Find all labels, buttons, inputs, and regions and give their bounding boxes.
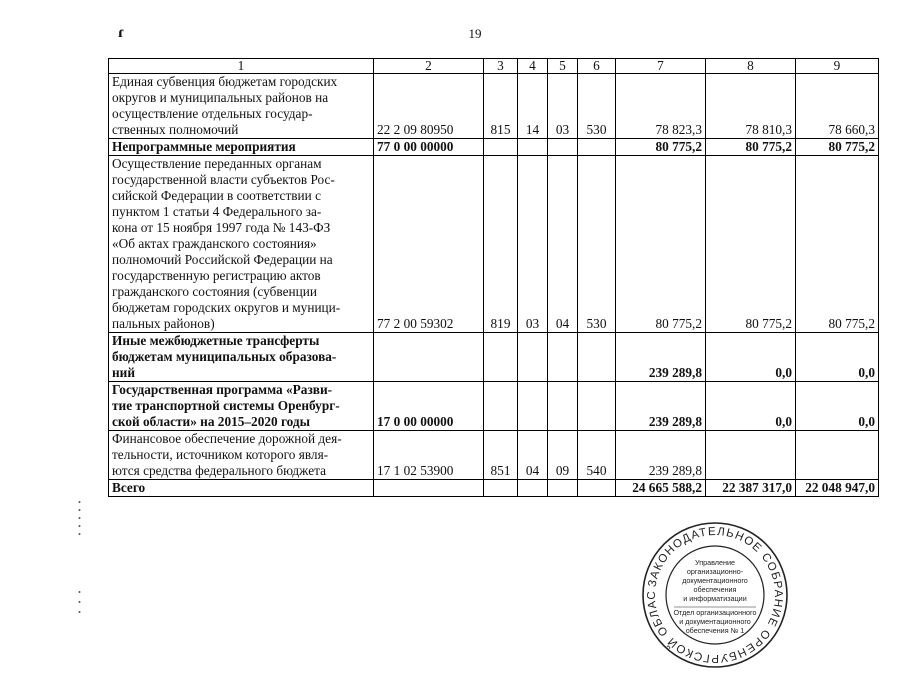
row-name-line: осуществление отдельных государ- <box>112 106 313 121</box>
budget-table <box>108 58 879 497</box>
column-number-row <box>109 59 879 74</box>
row-name-line: бюджетам муниципальных образова- <box>112 349 337 364</box>
expense-type-code <box>578 333 616 382</box>
row-name-line: «Об актах гражданского состояния» <box>112 236 317 251</box>
column-number: 1 <box>109 59 374 74</box>
amount-col7: 78 823,3 <box>616 74 706 139</box>
corner-mark: ɾ <box>118 24 125 41</box>
amount-col8: 22 387 317,0 <box>706 480 796 497</box>
table-row <box>109 431 879 480</box>
expense-type-code <box>578 382 616 431</box>
row-name-line: тельности, источником которого явля- <box>112 447 329 462</box>
stamp-line: и документационного <box>679 617 751 626</box>
column-number: 7 <box>616 59 706 74</box>
row-name-line: пальных районов) <box>112 316 215 331</box>
target-article-code <box>374 480 484 497</box>
row-name-line: ственных полномочий <box>112 122 239 137</box>
table-row <box>109 333 879 382</box>
section-code <box>518 333 548 382</box>
department-code <box>484 333 518 382</box>
row-name-line: Единая субвенция бюджетам городских <box>112 74 338 89</box>
row-name-line: бюджетам городских округов и муници- <box>112 300 341 315</box>
amount-col8: 78 810,3 <box>706 74 796 139</box>
department-code <box>484 480 518 497</box>
stamp-line: обеспечения <box>693 585 737 594</box>
stamp-line: обеспечения № 1 <box>685 626 745 635</box>
row-name-line: округов и муниципальных районов на <box>112 90 329 105</box>
stamp-line: Отдел организационного <box>673 608 757 617</box>
row-name-line: кона от 15 ноября 1997 года № 143-ФЗ <box>112 220 331 235</box>
row-name-line: Непрограммные мероприятия <box>112 139 296 154</box>
section-code: 03 <box>518 156 548 333</box>
amount-col9: 0,0 <box>796 333 879 382</box>
stamp-ring-text: ЗАКОНОДАТЕЛЬНОЕ СОБРАНИЕ ОРЕНБУРГСКОЙ ОБЛАС <box>645 525 785 665</box>
department-code <box>484 382 518 431</box>
subsection-code <box>548 333 578 382</box>
target-article-code: 17 0 00 00000 <box>374 382 484 431</box>
department-code <box>484 139 518 156</box>
column-number: 5 <box>548 59 578 74</box>
table-row <box>109 156 879 333</box>
section-code: 14 <box>518 74 548 139</box>
amount-col8: 80 775,2 <box>706 139 796 156</box>
total-row <box>109 480 879 497</box>
table-row <box>109 74 879 139</box>
row-name <box>109 480 374 497</box>
target-article-code: 77 2 00 59302 <box>374 156 484 333</box>
amount-col7: 80 775,2 <box>616 139 706 156</box>
page-number: 19 <box>468 26 482 41</box>
target-article-code: 22 2 09 80950 <box>374 74 484 139</box>
row-name <box>109 156 374 333</box>
row-name <box>109 333 374 382</box>
row-name-line: тие транспортной системы Оренбург- <box>112 398 340 413</box>
amount-col7: 24 665 588,2 <box>616 480 706 497</box>
column-number: 4 <box>518 59 548 74</box>
subsection-code <box>548 480 578 497</box>
row-name-line: пунктом 1 статьи 4 Федерального за- <box>112 204 322 219</box>
stamp-line: организационно- <box>686 567 744 576</box>
stamp-line: документационного <box>682 576 748 585</box>
row-name-line: полномочий Российской Федерации на <box>112 252 333 267</box>
expense-type-code: 540 <box>578 431 616 480</box>
amount-col9: 22 048 947,0 <box>796 480 879 497</box>
subsection-code <box>548 382 578 431</box>
margin-dots <box>78 590 81 625</box>
column-number: 2 <box>374 59 484 74</box>
stamp-line: и информатизации <box>683 594 747 603</box>
row-name-line: Финансовое обеспечение дорожной дея- <box>112 431 342 446</box>
amount-col8: 0,0 <box>706 333 796 382</box>
expense-type-code: 530 <box>578 74 616 139</box>
target-article-code: 17 1 02 53900 <box>374 431 484 480</box>
row-name-line: ются средства федерального бюджета <box>112 463 326 478</box>
row-name-line: Всего <box>112 480 146 495</box>
row-name-line: государственную регистрацию актов <box>112 268 321 283</box>
department-code: 851 <box>484 431 518 480</box>
subsection-code: 09 <box>548 431 578 480</box>
row-name-line: Государственная программа «Разви- <box>112 382 333 397</box>
column-number: 3 <box>484 59 518 74</box>
amount-col8 <box>706 431 796 480</box>
subsection-code: 03 <box>548 74 578 139</box>
margin-dots <box>78 500 81 545</box>
row-name-line: Осуществление переданных органам <box>112 156 322 171</box>
column-number: 9 <box>796 59 879 74</box>
target-article-code: 77 0 00 00000 <box>374 139 484 156</box>
official-stamp <box>640 520 790 670</box>
table-row <box>109 139 879 156</box>
amount-col9: 80 775,2 <box>796 156 879 333</box>
row-name <box>109 382 374 431</box>
department-code: 819 <box>484 156 518 333</box>
row-name <box>109 74 374 139</box>
amount-col9: 80 775,2 <box>796 139 879 156</box>
amount-col7: 239 289,8 <box>616 382 706 431</box>
expense-type-code <box>578 139 616 156</box>
section-code <box>518 139 548 156</box>
target-article-code <box>374 333 484 382</box>
amount-col9: 0,0 <box>796 382 879 431</box>
column-number: 8 <box>706 59 796 74</box>
row-name <box>109 431 374 480</box>
section-code <box>518 382 548 431</box>
section-code <box>518 480 548 497</box>
section-code: 04 <box>518 431 548 480</box>
amount-col7: 239 289,8 <box>616 333 706 382</box>
subsection-code <box>548 139 578 156</box>
expense-type-code <box>578 480 616 497</box>
amount-col8: 80 775,2 <box>706 156 796 333</box>
row-name-line: Иные межбюджетные трансферты <box>112 333 320 348</box>
subsection-code: 04 <box>548 156 578 333</box>
amount-col7: 80 775,2 <box>616 156 706 333</box>
amount-col7: 239 289,8 <box>616 431 706 480</box>
stamp-line: Управление <box>695 558 735 567</box>
row-name <box>109 139 374 156</box>
row-name-line: государственной власти субъектов Рос- <box>112 172 335 187</box>
row-name-line: ской области» на 2015–2020 годы <box>112 414 311 429</box>
amount-col9: 78 660,3 <box>796 74 879 139</box>
amount-col8: 0,0 <box>706 382 796 431</box>
row-name-line: ний <box>112 365 135 380</box>
department-code: 815 <box>484 74 518 139</box>
row-name-line: гражданского состояния (субвенции <box>112 284 317 299</box>
amount-col9 <box>796 431 879 480</box>
row-name-line: сийской Федерации в соответствии с <box>112 188 321 203</box>
table-row <box>109 382 879 431</box>
expense-type-code: 530 <box>578 156 616 333</box>
column-number: 6 <box>578 59 616 74</box>
